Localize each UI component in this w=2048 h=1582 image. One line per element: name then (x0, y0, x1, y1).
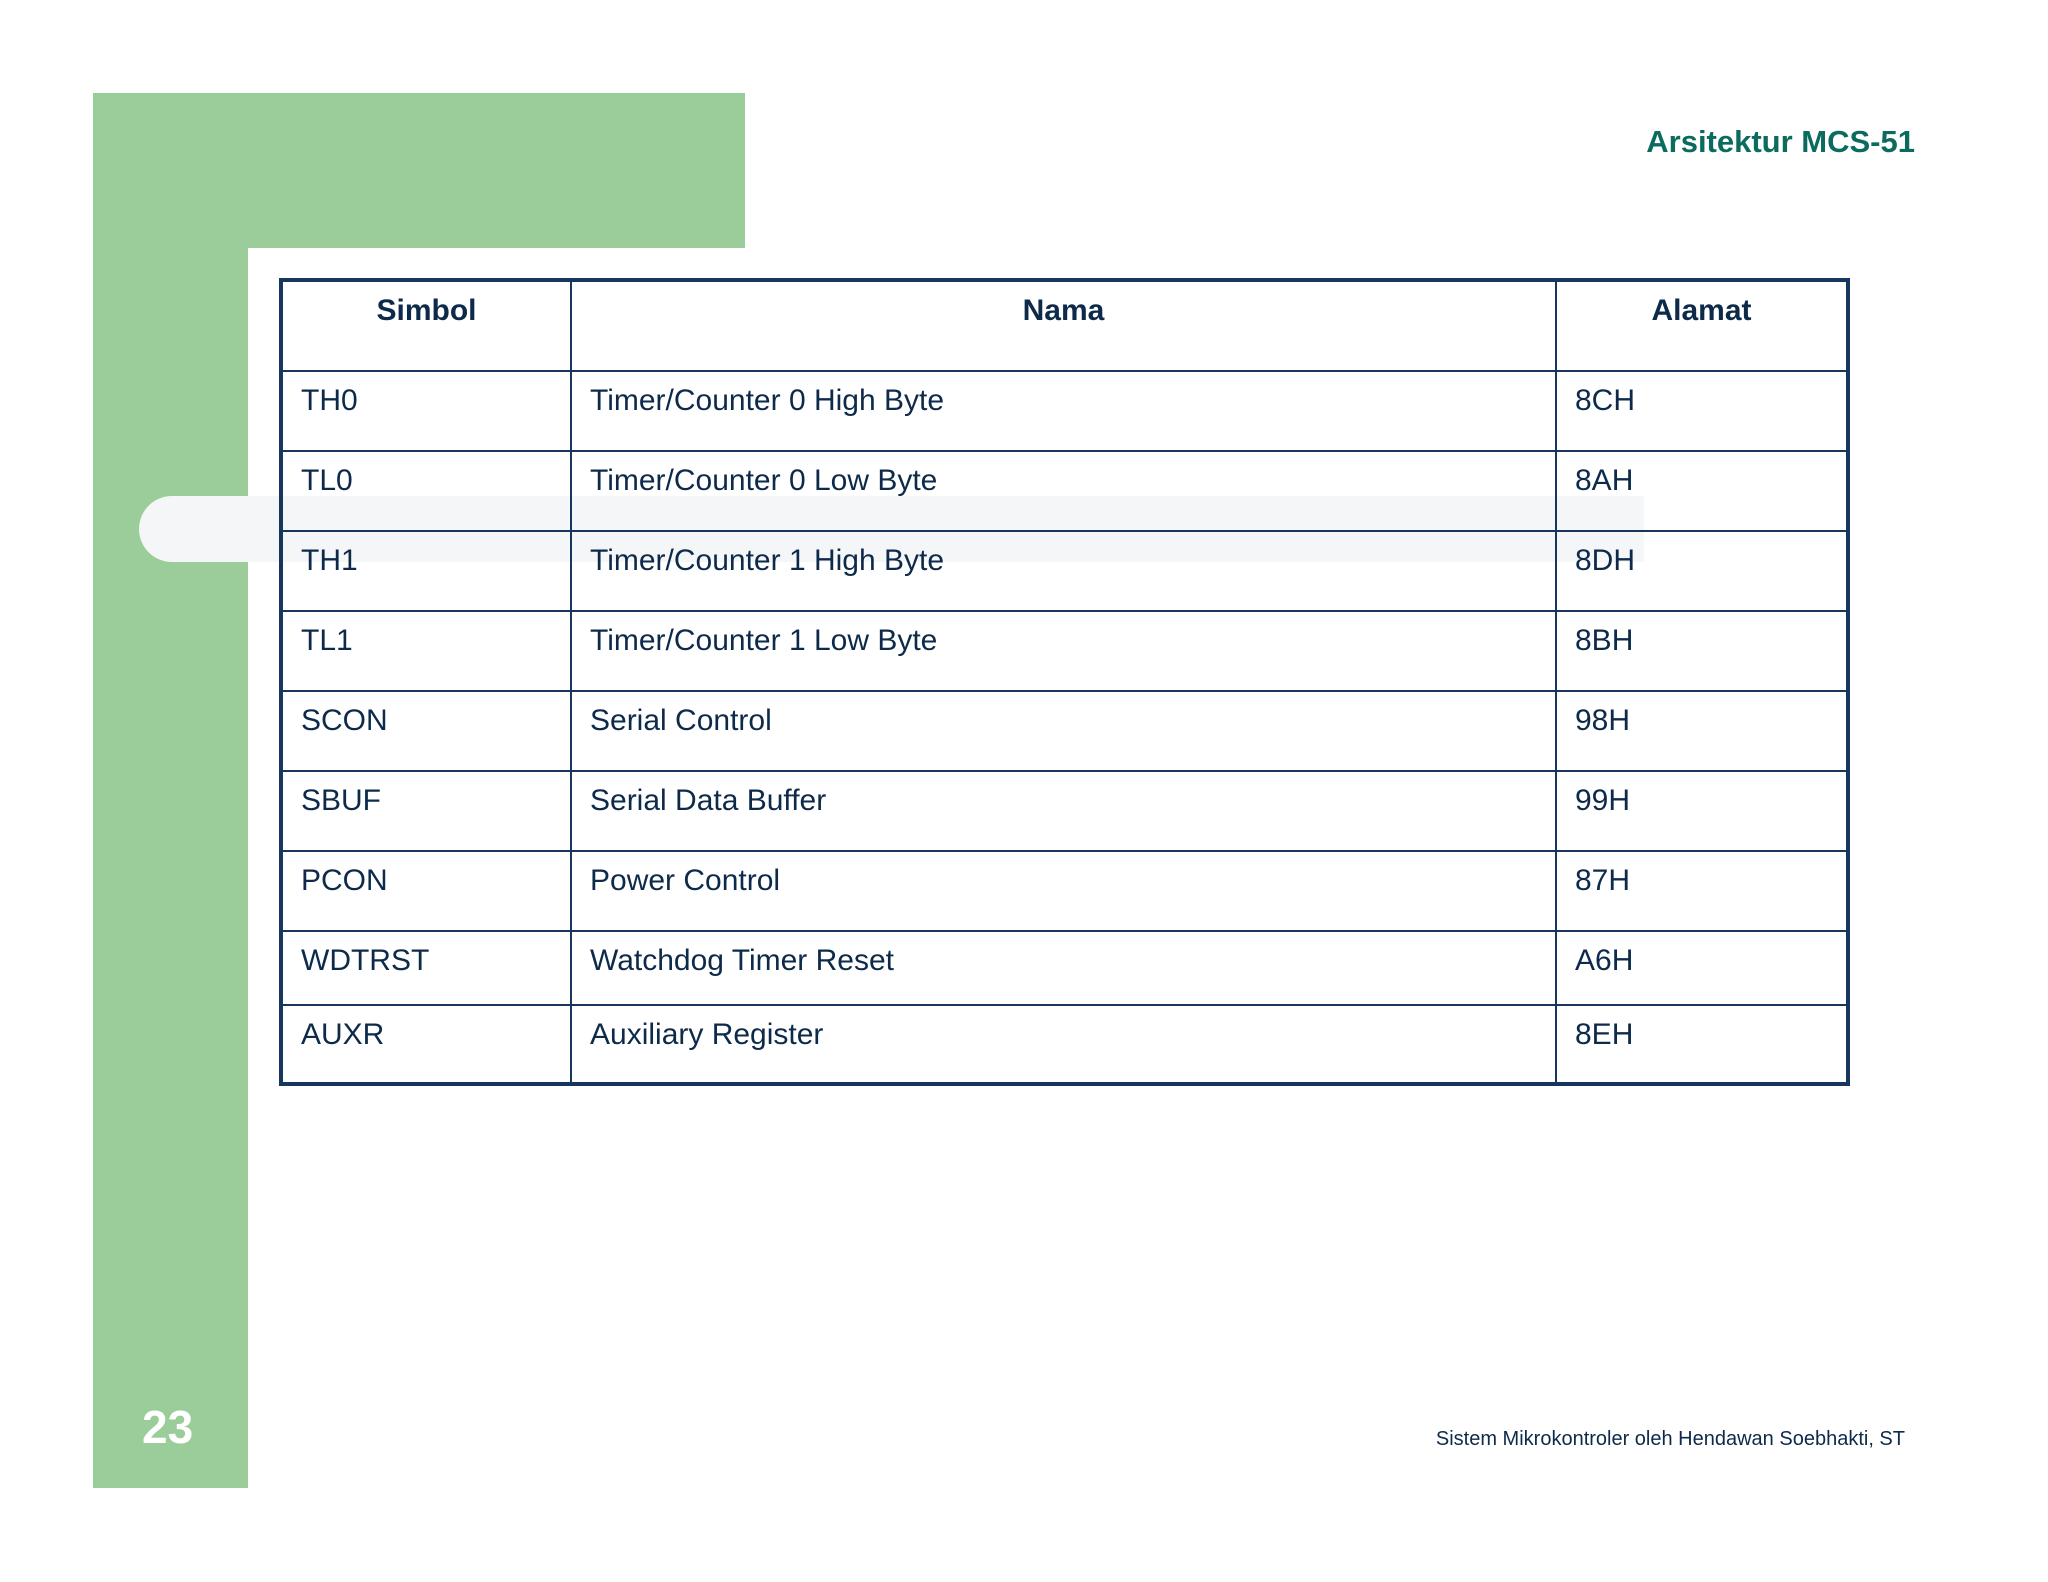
table-row (281, 1005, 1848, 1084)
cell-alamat: 8CH (1556, 371, 1848, 451)
cell-alamat: 8DH (1556, 531, 1848, 611)
footer-credit: Sistem Mikrokontroler oleh Hendawan Soebhakti, ST (1435, 1428, 1905, 1450)
cell-simbol: TH1 (281, 531, 571, 611)
cell-alamat: 87H (1556, 851, 1848, 931)
cell-simbol: AUXR (281, 1005, 571, 1084)
cell-alamat: 8EH (1556, 1005, 1848, 1084)
page-number: 23 (142, 1401, 194, 1453)
cell-alamat: 99H (1556, 771, 1848, 851)
cell-simbol: WDTRST (281, 931, 571, 1005)
cell-nama: Auxiliary Register (571, 1005, 1556, 1084)
cell-alamat: A6H (1556, 931, 1848, 1005)
table-row (281, 691, 1848, 771)
table-header-row (281, 280, 1848, 371)
cell-alamat: 8AH (1556, 451, 1848, 531)
cell-nama: Watchdog Timer Reset (571, 931, 1556, 1005)
cell-simbol: TH0 (281, 371, 571, 451)
cell-alamat: 8BH (1556, 611, 1848, 691)
cell-nama: Serial Control (571, 691, 1556, 771)
cell-nama: Timer/Counter 1 Low Byte (571, 611, 1556, 691)
cell-simbol: SBUF (281, 771, 571, 851)
table-row (281, 531, 1848, 611)
table-row (281, 611, 1848, 691)
decorative-green-bar-left (93, 93, 248, 1488)
decorative-pill-cap (93, 496, 139, 562)
register-table (279, 278, 1850, 1086)
page-title: Arsitektur MCS-51 (1646, 124, 1915, 159)
table-row (281, 771, 1848, 851)
cell-simbol: SCON (281, 691, 571, 771)
cell-nama: Timer/Counter 0 Low Byte (571, 451, 1556, 531)
cell-nama: Serial Data Buffer (571, 771, 1556, 851)
cell-simbol: TL1 (281, 611, 571, 691)
table-row (281, 451, 1848, 531)
table-row (281, 371, 1848, 451)
cell-simbol: TL0 (281, 451, 571, 531)
cell-nama: Timer/Counter 0 High Byte (571, 371, 1556, 451)
table-row (281, 851, 1848, 931)
table-row (281, 931, 1848, 1005)
cell-nama: Timer/Counter 1 High Byte (571, 531, 1556, 611)
cell-simbol: PCON (281, 851, 571, 931)
column-header-nama: Nama (571, 280, 1556, 371)
cell-alamat: 98H (1556, 691, 1848, 771)
column-header-alamat: Alamat (1556, 280, 1848, 371)
column-header-simbol: Simbol (281, 280, 571, 371)
cell-nama: Power Control (571, 851, 1556, 931)
